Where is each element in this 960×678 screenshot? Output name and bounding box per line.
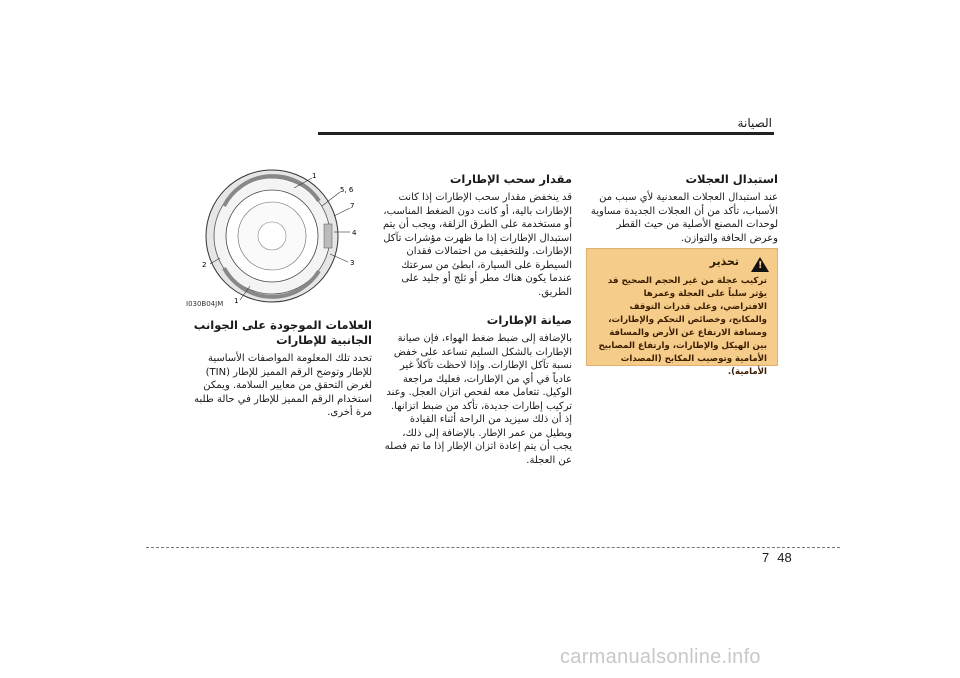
section-body: عند استبدال العجلات المعدنية لأي سبب من الأسباب، تأكد من أن العجلات الجديدة مساوية لوحدات المصنع الأصلية من حيث القطر وعرض الحافة والتوازن. (590, 192, 778, 244)
watermark: carmanualsonline.info (560, 646, 761, 668)
callout-label: 1 (234, 297, 239, 305)
callout-label: 3 (350, 259, 355, 267)
page-number-value: 48 (777, 550, 792, 565)
callout-label: 2 (202, 261, 207, 269)
chapter-number: 7 (762, 550, 770, 565)
section-heading: استبدال العجلات (685, 172, 778, 186)
callout-label: 5, 6 (340, 186, 354, 194)
section-heading: مقدار سحب الإطارات (449, 172, 572, 186)
wheel-replacement-section (588, 172, 778, 245)
warning-title: تحذير (709, 255, 739, 268)
warning-triangle-icon: ! (751, 257, 769, 272)
callout-label: 4 (352, 229, 357, 237)
section-body: بالإضافة إلى ضبط ضغط الهواء، فإن صيانة الإطارات بالشكل السليم تساعد على خفض نسبة تآكل الإطارات. وإذا لاحظت تآكلاً غير عادياً في أي من الإطارات، فعليك مراجعة الوكيل. تتعامل معه لفحص اتزان العجل. وعند تركيب إطارات جديدة، تأكد من ضبط اتزانها. إذ أن ذلك سيزيد من الراحة أثناء القيادة ويطيل من عمر الإطار. بالإضافة إلى ذلك، يجب أن يتم إعادة اتزان الإطار إذا ما تم فصله عن العجلة. (384, 333, 572, 466)
figure-code: I030B04JM (186, 300, 224, 308)
section-body: تحدد تلك المعلومة المواصفات الأساسية للإطار وتوضح الرقم المميز للإطار (TIN) لغرض التحقق من معايير السلامة. ويمكن استخدام الرقم المميز للإطار في حالة طلبه مرة أخرى. (194, 353, 372, 418)
section-heading: العلامات الموجودة على الجوانب الجانبية للإطارات (193, 318, 372, 347)
callout-label: 7 (350, 202, 355, 210)
warning-box (586, 248, 778, 377)
footer-divider (146, 547, 840, 548)
header-divider (318, 132, 774, 135)
warning-body: تركيب عجلة من غير الحجم الصحيح قد يؤثر سلباً على العجلة وعمرها الافتراضي، وعلى قدرات التوقف والمكابح، وخصائص التحكم والإطارات، ومسافة الارتفاع عن الأرض والمسافة بين الهيكل والإطارات، وارتفاع المصابيح الأمامية وتوصيب المكابح (المصدات الأمامية). (598, 276, 767, 377)
section-heading: صيانة الإطارات (486, 313, 572, 327)
callout-label: 1 (312, 172, 317, 180)
tire-illustration (206, 170, 338, 302)
section-body: قد ينخفض مقدار سحب الإطارات إذا كانت الإطارات بالية، أو كانت دون الضغط المناسب، أو مستخدمة على الطرق الزلقة، ويجب أن يتم استبدال الإطارات إذا ما ظهرت مؤشرات تآكل الإطارات. وللتخفيف من احتمالات فقدان السيطرة على السيارة، ابطئ من سرعتك عندما يكون هناك مطر أو ثلج أو جليد على الطريق. (383, 192, 572, 298)
section-title: الصيانة (737, 116, 772, 130)
tire-traction-section (382, 172, 572, 467)
page-number (762, 550, 800, 565)
tire-sidewall-figure (184, 166, 370, 306)
sidewall-markings-section (180, 318, 372, 420)
